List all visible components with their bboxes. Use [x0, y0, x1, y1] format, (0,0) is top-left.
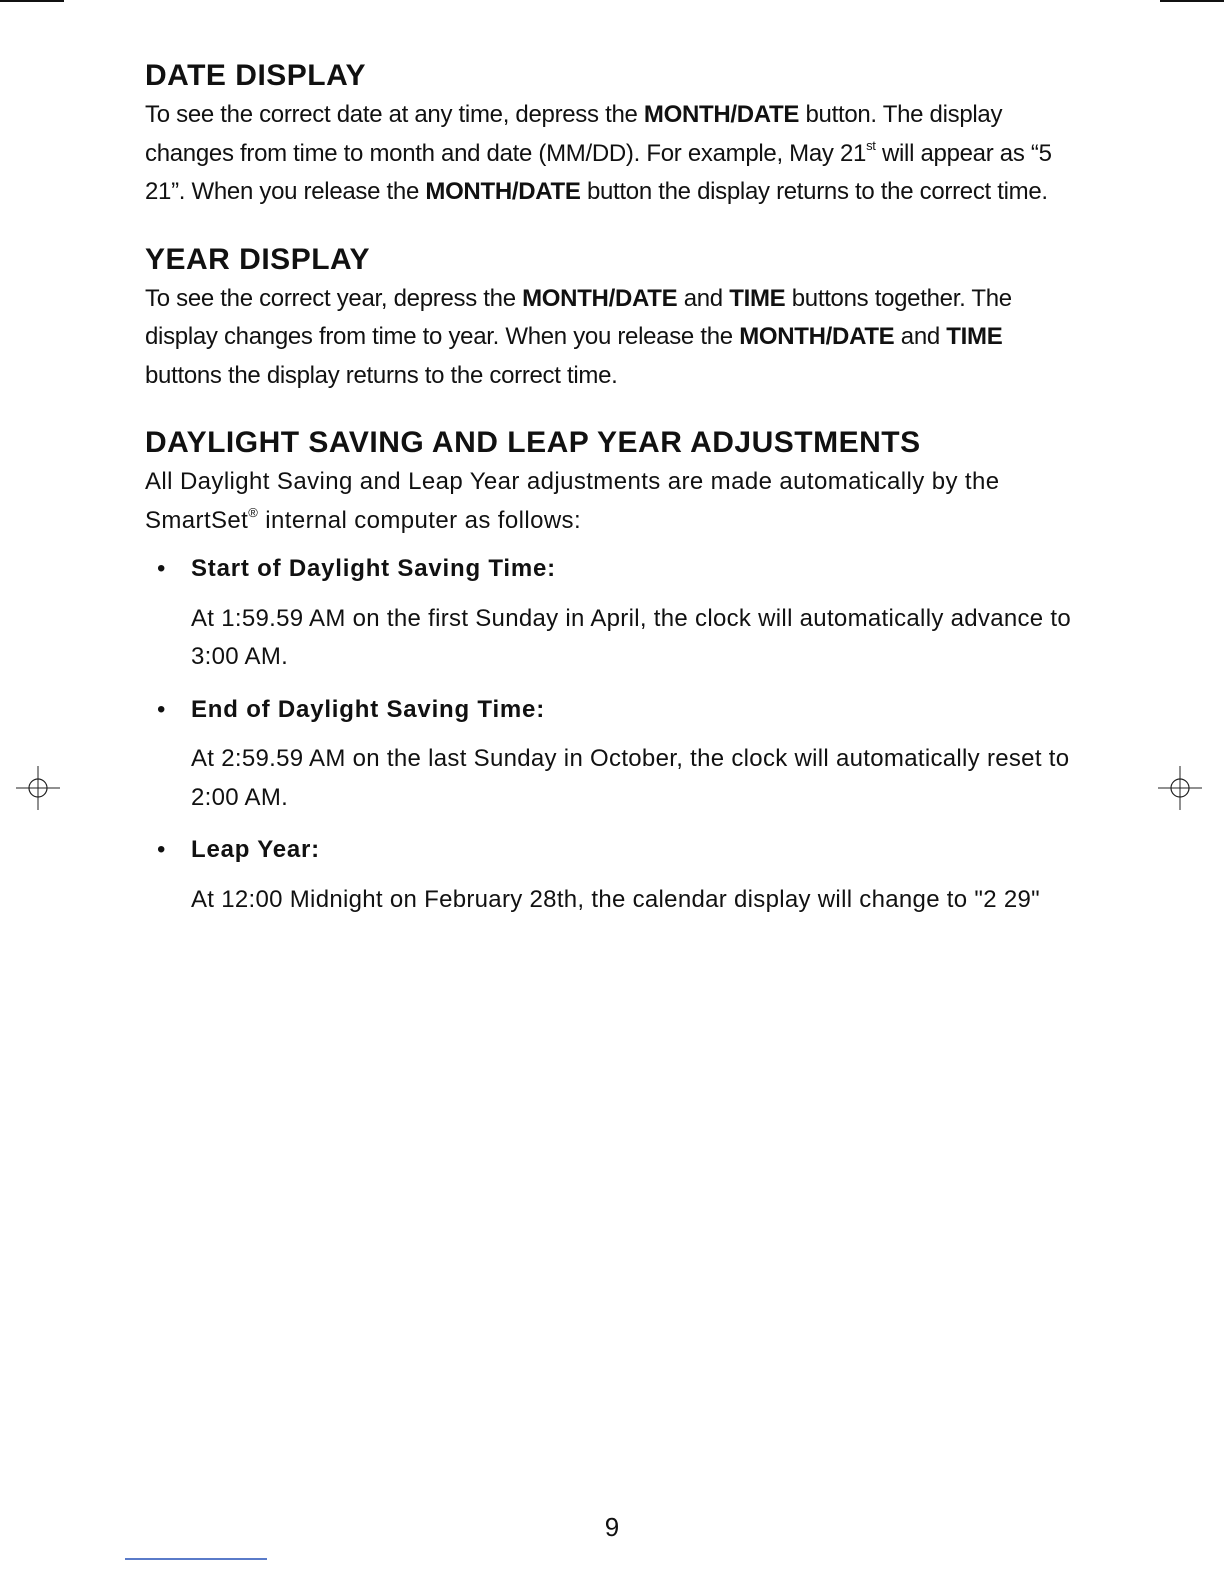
text: All Daylight Saving and Leap Year adjustments are made automatically by the SmartSet	[145, 468, 1000, 534]
list-item	[145, 691, 1077, 818]
text: buttons the display returns to the correct time.	[145, 361, 618, 389]
crop-mark-left	[0, 0, 64, 2]
page-number: 9	[604, 1512, 620, 1542]
button-name: TIME	[946, 323, 1003, 350]
date-display-paragraph	[145, 96, 1077, 212]
list-item-text: At 2:59.59 AM on the last Sunday in October, the clock will automatically reset to 2:00 AM.	[191, 745, 1070, 811]
text: To see the correct year, depress the	[145, 284, 523, 312]
text: button. The display changes from time to month and date (MM/DD). For example, May 21	[145, 101, 1003, 167]
list-item	[145, 550, 1077, 677]
text: will appear as “5 21”. When you release the	[145, 139, 1052, 205]
button-name: MONTH/DATE	[643, 101, 800, 128]
button-name: MONTH/DATE	[739, 323, 895, 350]
registration-mark-icon	[16, 766, 60, 810]
year-display-paragraph	[145, 280, 1077, 396]
text: internal computer as follows:	[258, 506, 582, 534]
text: buttons together. The display changes from time to year. When you release the	[145, 284, 1012, 350]
section-heading: DATE DISPLAY	[145, 59, 367, 92]
list-item-title: Leap Year:	[191, 836, 320, 863]
page-content	[145, 56, 1077, 933]
section-heading: YEAR DISPLAY	[145, 242, 370, 276]
daylight-intro-paragraph	[145, 463, 1077, 540]
list-item-title: Start of Daylight Saving Time:	[191, 555, 556, 582]
daylight-saving-section	[145, 423, 1077, 919]
list-item-title: End of Daylight Saving Time:	[191, 695, 545, 723]
text: To see the correct date at any time, depress the	[145, 101, 644, 128]
registered-mark: ®	[248, 504, 259, 520]
text: and	[677, 284, 730, 312]
year-display-section	[145, 240, 1077, 396]
bullet-icon: •	[157, 695, 166, 723]
button-name: MONTH/DATE	[425, 178, 581, 205]
date-display-section	[145, 56, 1077, 212]
list-item-text: At 12:00 Midnight on February 28th, the calendar display will change to "2 29"	[191, 885, 1040, 913]
crop-mark-right	[1160, 0, 1224, 2]
bullet-icon: •	[157, 555, 166, 582]
adjustment-list	[145, 550, 1077, 919]
button-name: TIME	[729, 284, 786, 312]
ordinal-suffix: st	[866, 137, 876, 153]
button-name: MONTH/DATE	[522, 284, 678, 312]
bottom-rule	[125, 1558, 267, 1560]
list-item	[145, 831, 1077, 919]
bullet-icon: •	[157, 836, 166, 863]
registration-mark-icon	[1158, 766, 1202, 810]
text: and	[894, 323, 947, 350]
list-item-text: At 1:59.59 AM on the first Sunday in April, the clock will automatically advance to 3:00 AM.	[191, 604, 1072, 670]
section-heading: DAYLIGHT SAVING AND LEAP YEAR ADJUSTMENTS	[145, 426, 921, 459]
text: button the display returns to the correct time.	[580, 178, 1048, 205]
